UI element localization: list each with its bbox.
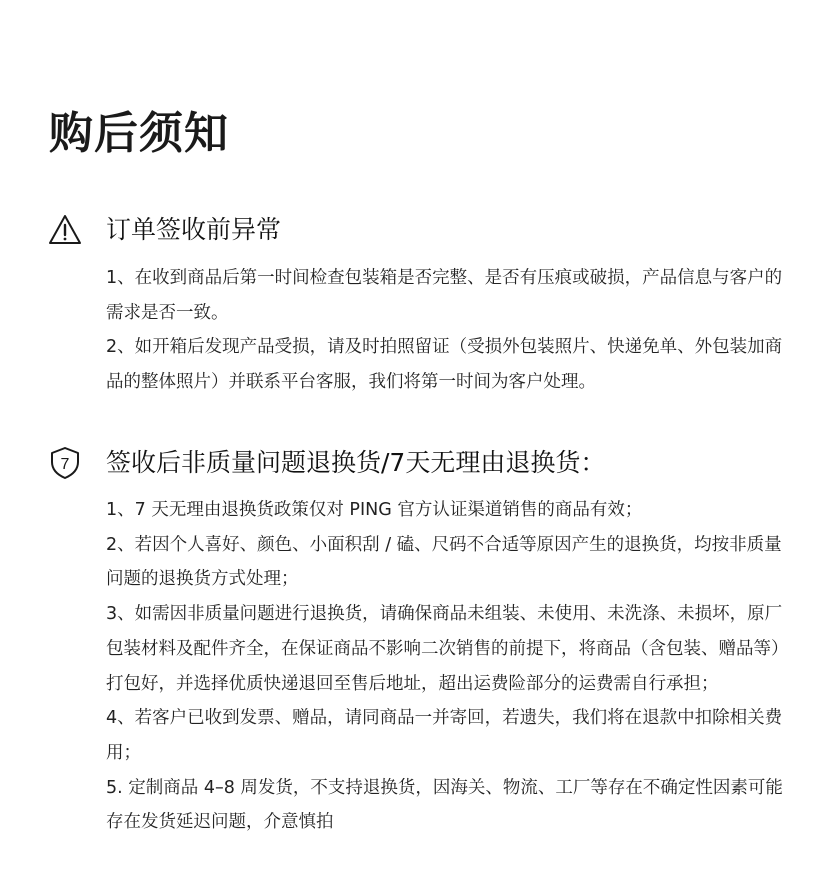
page-title: 购后须知 bbox=[49, 108, 229, 159]
shield-number: 7 bbox=[60, 456, 70, 473]
section-heading: 订单签收前异常 bbox=[106, 215, 282, 244]
section-return-policy-header bbox=[48, 446, 605, 480]
paragraph: 5. 定制商品 4–8 周发货，不支持退换货，因海关、物流、工厂等存在不确定性因素可能存在发货延迟问题，介意慎拍 bbox=[106, 777, 783, 833]
section-pre-receipt-body bbox=[106, 261, 786, 400]
paragraph: 1、7 天无理由退换货政策仅对 PING 官方认证渠道销售的商品有效； bbox=[106, 500, 643, 520]
section-heading: 签收后非质量问题退换货/7天无理由退换货： bbox=[106, 448, 606, 477]
warning-triangle-icon bbox=[48, 213, 82, 247]
section-pre-receipt-header bbox=[48, 213, 281, 247]
paragraph: 3、如需因非质量问题进行退换货，请确保商品未组装、未使用、未洗涤、未损坏，原厂包装材料及配件齐全，在保证商品不影响二次销售的前提下，将商品（含包装、赠品等）打包好，并选择优质快递退回至售后地址，超出运费险部分的运费需自行承担； bbox=[106, 604, 783, 694]
paragraph: 1、在收到商品后第一时间检查包装箱是否完整、是否有压痕或破损，产品信息与客户的需求是否一致。 bbox=[106, 268, 783, 323]
section-return-policy-body bbox=[106, 493, 786, 840]
paragraph: 4、若客户已收到发票、赠品，请同商品一并寄回，若遗失，我们将在退款中扣除相关费用； bbox=[106, 708, 783, 763]
paragraph: 2、若因个人喜好、颜色、小面积刮 / 磕、尺码不合适等原因产生的退换货，均按非质量问题的退换货方式处理； bbox=[106, 534, 782, 590]
paragraph: 2、如开箱后发现产品受损，请及时拍照留证（受损外包装照片、快递免单、外包装加商品的整体照片）并联系平台客服，我们将第一时间为客户处理。 bbox=[106, 337, 783, 393]
shield-seven-icon bbox=[48, 446, 82, 480]
